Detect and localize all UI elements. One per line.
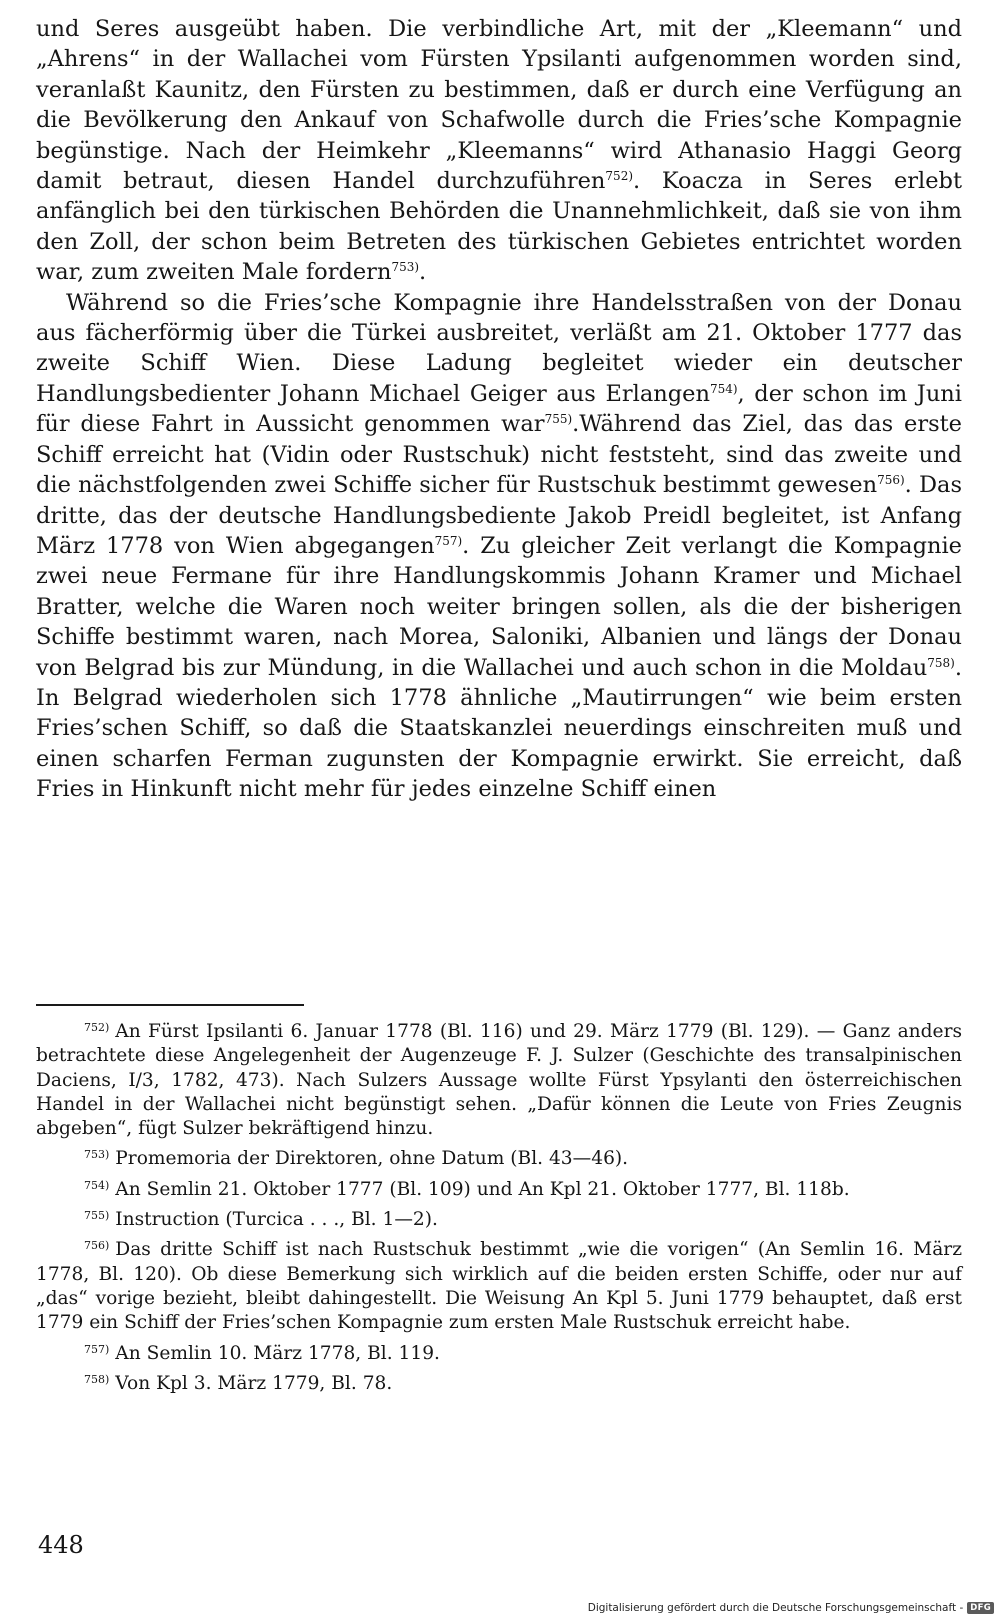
credit-text: Digitalisierung gefördert durch die Deutsche Forschungsgemeinschaft - bbox=[587, 1602, 964, 1614]
text-run: Während so die Fries’sche Kompagnie ihre Handelsstraßen von der Donau aus fächerförmig über die Türkei ausbreitet, verläßt am 21. Oktober 1777 das zweite Schiff Wien. Diese Ladung begleitet wieder ein deutscher Handlungsbedienter Johann Michael Geiger aus Erlangen bbox=[36, 289, 962, 407]
dfg-logo: DFG bbox=[967, 1602, 994, 1614]
digitization-credit bbox=[588, 1602, 994, 1614]
footnote-ref-757[interactable]: 757) bbox=[434, 533, 463, 548]
text-run: , der schon im Juni für diese Fahrt in Aussicht genommen war bbox=[36, 380, 962, 438]
paragraph-2 bbox=[36, 288, 962, 805]
footnote-754 bbox=[36, 1178, 962, 1202]
paragraph-1 bbox=[36, 14, 962, 288]
footnote-ref-755[interactable]: 755) bbox=[544, 412, 573, 427]
footnote-text: Von Kpl 3. März 1779, Bl. 78. bbox=[115, 1372, 393, 1394]
footnote-text: Promemoria der Direktoren, ohne Datum (Bl. 43—46). bbox=[115, 1148, 629, 1170]
footnote-text: Das dritte Schiff ist nach Rustschuk bestimmt „wie die vorigen“ (An Semlin 16. März 1778, Bl. 120). Ob diese Bemerkung sich wirklich auf die beiden ersten Schiffe, oder nur auf „das“ vorige bezieht, bleibt dahingestellt. Die Weisung An Kpl 5. Juni 1779 behauptet, daß erst 1779 ein Schiff der Fries’schen Kompagnie zum ersten Male Rustschuk erreicht habe. bbox=[36, 1239, 962, 1334]
footnote-757 bbox=[36, 1342, 962, 1366]
footnote-ref-756[interactable]: 756) bbox=[877, 473, 905, 488]
page-number: 448 bbox=[38, 1531, 84, 1559]
footnote-753 bbox=[36, 1147, 962, 1171]
footnote-756 bbox=[36, 1238, 962, 1335]
footnote-755 bbox=[36, 1208, 962, 1232]
footnote-number: 754) bbox=[84, 1178, 110, 1192]
footnote-number: 755) bbox=[84, 1209, 110, 1223]
footnote-text: An Fürst Ipsilanti 6. Januar 1778 (Bl. 116) und 29. März 1779 (Bl. 129). — Ganz anders betrachtete diese Angelegenheit der Augenzeuge F. J. Sulzer (Geschichte des transalpinischen Daciens, I/3, 1782, 473). Nach Sulzers Aussage wollte Fürst Ypsylanti den österreichischen Handel in der Wallachei nicht begünstigt sehen. „Dafür können die Leute von Fries Zeugnis abgeben“, fügt Sulzer bekräftigend hinzu. bbox=[36, 1021, 962, 1140]
footnote-number: 758) bbox=[84, 1372, 110, 1386]
text-run: .Während das Ziel, das das erste Schiff erreicht hat (Vidin oder Rustschuk) nicht feststeht, sind das zweite und die nächstfolgenden zwei Schiffe sicher für Rustschuk bestimmt gewesen bbox=[36, 411, 963, 499]
footnote-number: 752) bbox=[84, 1021, 110, 1034]
footnote-number: 753) bbox=[84, 1148, 110, 1162]
text-run: und Seres ausgeübt haben. Die verbindliche Art, mit der „Kleemann“ und „Ahrens“ in der Wallachei vom Fürsten Ypsilanti aufgenommen worden sind, veranlaßt Kaunitz, den Fürsten zu bestimmen, daß er durch eine Verfügung an die Bevölkerung den Ankauf von Schafwolle durch die Fries’sche Kompagnie begünstige. Nach der Heimkehr „Kleemanns“ wird Athanasio Haggi Georg damit betraut, diesen Handel durchzuführen bbox=[36, 16, 962, 195]
footnote-ref-753[interactable]: 753) bbox=[391, 260, 420, 275]
footnote-752 bbox=[36, 1020, 962, 1141]
footnote-ref-752[interactable]: 752) bbox=[605, 169, 634, 184]
text-run: . Koacza in Seres erlebt anfänglich bei den türkischen Behörden die Unannehmlichkeit, daß sie von ihm den Zoll, der schon beim Betreten des türkischen Gebietes entrichtet worden war, zum zweiten Male fordern bbox=[36, 168, 962, 286]
footnote-text: Instruction (Turcica . . ., Bl. 1—2). bbox=[115, 1209, 438, 1231]
text-run: . Das dritte, das der deutsche Handlungsbediente Jakob Preidl begleitet, ist Anfang März 1778 von Wien abgegangen bbox=[36, 472, 962, 559]
footnote-text: An Semlin 21. Oktober 1777 (Bl. 109) und An Kpl 21. Oktober 1777, Bl. 118b. bbox=[115, 1178, 850, 1200]
footnotes bbox=[36, 1020, 962, 1402]
footnote-text: An Semlin 10. März 1778, Bl. 119. bbox=[115, 1342, 440, 1364]
text-run: . In Belgrad wiederholen sich 1778 ähnliche „Mautirrungen“ wie beim ersten Fries’schen Schiff, so daß die Staatskanzlei neuerdings einschreiten muß und einen scharfen Ferman zugunsten der Kompagnie erwirkt. Sie erreicht, daß Fries in Hinkunft nicht mehr für jedes einzelne Schiff einen bbox=[36, 654, 962, 803]
main-text bbox=[36, 14, 962, 805]
text-run: . bbox=[419, 259, 427, 286]
footnote-number: 756) bbox=[84, 1239, 110, 1253]
footnote-ref-754[interactable]: 754) bbox=[709, 381, 738, 396]
text-run: . Zu gleicher Zeit verlangt die Kompagnie zwei neue Fermane für ihre Handlungskommis Johann Kramer und Michael Bratter, welche die Waren noch weiter bringen sollen, als die der bisherigen Schiffe bestimmt waren, nach Morea, Saloniki, Albanien und längs der Donau von Belgrad bis zur Mündung, in die Wallachei und auch schon in die Moldau bbox=[36, 532, 962, 681]
footnote-ref-758[interactable]: 758) bbox=[927, 655, 955, 670]
footnote-758 bbox=[36, 1372, 962, 1396]
footnote-number: 757) bbox=[84, 1342, 110, 1356]
footnote-divider bbox=[36, 1004, 304, 1006]
